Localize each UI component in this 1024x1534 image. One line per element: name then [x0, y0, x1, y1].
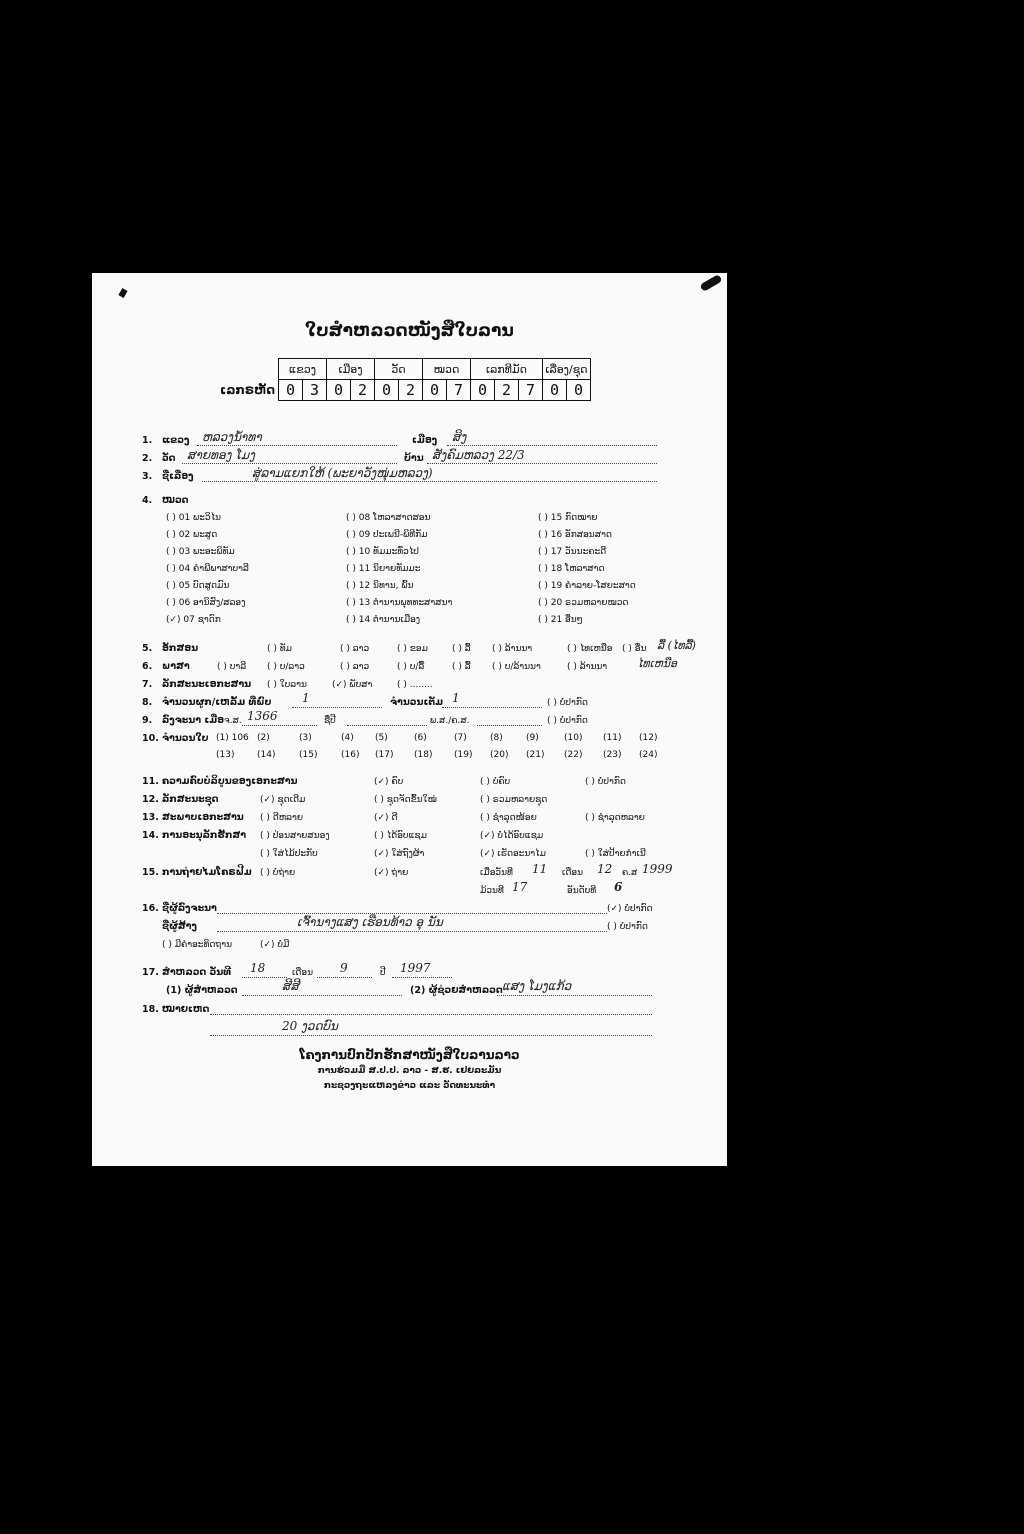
microfilm-option[interactable]: (✓) ຖ່າຍ [374, 868, 409, 878]
microfilm-day: 11 [532, 862, 548, 876]
conservation-label: ການອະນຸລັກຮັກສາ [162, 830, 246, 841]
leaf-count-cell: (19) [454, 750, 473, 760]
leaf-count-cell: (2) [257, 733, 270, 743]
wat-value: ສາຍທອງ ໂມງ [187, 448, 255, 462]
title-label: ຊື່ເລື່ອງ [162, 471, 194, 482]
conservation-option[interactable]: ( ) ປ່ອນສາຍສນອງ [260, 831, 330, 841]
donor-not-shown-option[interactable]: ( ) ບໍ່ປາກົດ [607, 922, 648, 932]
leaf-count-cell: (8) [490, 733, 503, 743]
leaf-count-label: ຈຳນວນໃບ [162, 733, 209, 744]
footer-ministry: ກະຊວງຖະແຫລງຂ່າວ ແລະ ວັດທະນະທຳ [323, 1081, 496, 1091]
year-name-label: ຊື່ປີ [324, 716, 336, 726]
leaf-count-cell: (20) [490, 750, 509, 760]
item-number: 8. [142, 697, 153, 708]
code-digit: 7 [519, 380, 543, 401]
item-number: 17. [142, 967, 159, 978]
assistant-label: (2) ຜູ້ຊ່ວຍສຳຫລວດ [410, 985, 503, 996]
survey-month-label: ເດືອນ [292, 968, 314, 978]
province-label: ແຂວງ [162, 435, 190, 446]
code-digit: 0 [567, 380, 591, 401]
code-digit: 0 [279, 380, 303, 401]
category-option[interactable]: ( ) 19 ຄຳລາຍ-ໂສຍະສາດ [538, 581, 636, 591]
item-number: 11. [142, 776, 159, 787]
item-number: 3. [142, 471, 153, 482]
leaf-count-cell: (1) 106 [216, 733, 249, 743]
code-header: ເລກທີມັດ [471, 359, 543, 380]
item-number: 5. [142, 643, 153, 654]
leaf-count-cell: (15) [299, 750, 318, 760]
dedication-option[interactable]: ( ) ມີຄຳອະທິດຖານ [162, 940, 232, 950]
survey-day: 18 [250, 961, 266, 975]
code-table [278, 358, 591, 401]
surveyor-value: ສີສີ [282, 979, 299, 993]
language-option[interactable]: ( ) ລື້ [452, 662, 471, 672]
code-header: ວັດ [375, 359, 423, 380]
item-number: 1. [142, 435, 153, 446]
language-option[interactable]: ( ) ລາວ [340, 662, 370, 672]
leaf-count-cell: (24) [639, 750, 658, 760]
district-value: ສິງ [452, 430, 467, 444]
leaf-count-cell: (9) [526, 733, 539, 743]
code-digit: 2 [351, 380, 375, 401]
leaf-count-cell: (18) [414, 750, 433, 760]
scribe-label: ຊື່ຜູ້ລົງຈະນາ [162, 903, 217, 914]
doc-type-option[interactable]: ( ) ໃບລານ [267, 680, 307, 690]
microfilm-label: ການຖ່າຍໄມໂຄຣຟີມ [162, 867, 252, 878]
full-count-label: ຈຳນວນເຕັມ [390, 697, 444, 708]
survey-form [92, 273, 727, 1166]
conservation-option[interactable]: ( ) ໃສ່ໄມ້ປະກັບ [260, 849, 318, 859]
be-ce-label: ພ.ສ./ຄ.ສ. [430, 716, 470, 726]
footer-cooperation: ການຮ່ວມມື ສ.ປ.ປ. ລາວ - ສ.ຮ. ເຢຍລະມັນ [317, 1066, 502, 1076]
set-type-option[interactable]: ( ) ຣວມຫລາຍຊຸດ [480, 795, 548, 805]
leaf-count-cell: (3) [299, 733, 312, 743]
category-option[interactable]: (✓) 07 ຊາດົກ [166, 615, 221, 625]
survey-year-label: ປີ [380, 968, 386, 978]
conservation-option[interactable]: ( ) ໃສ່ປ້າຍກຳເນີ [585, 849, 646, 859]
category-label: ໝວດ [162, 495, 189, 506]
category-option[interactable]: ( ) 01 ພະວິໄນ [166, 513, 221, 523]
corner-mark-icon [118, 288, 127, 298]
script-option[interactable]: ( ) ລື້ [452, 644, 471, 654]
code-header: ໝວດ [423, 359, 471, 380]
item-number: 16. [142, 903, 159, 914]
language-option[interactable]: ( ) ບ/ລື້ [397, 662, 425, 672]
script-option[interactable]: ( ) ລ້ານນາ [492, 644, 533, 654]
language-value: ໄທເຫນືອ [637, 657, 677, 670]
set-type-option[interactable]: ( ) ຊຸດຈັດຂຶ້ນໃໝ່ [374, 795, 437, 805]
completeness-option[interactable]: ( ) ບໍ່ຄົບ [480, 777, 511, 787]
completeness-option[interactable]: ( ) ບໍ່ປາກົດ [585, 777, 626, 787]
code-header: ແຂວງ [279, 359, 327, 380]
era-label: ຈ.ສ. [224, 716, 242, 726]
code-digit: 0 [423, 380, 447, 401]
code-digit: 2 [399, 380, 423, 401]
donor-label: ຊື່ຜູ້ສ້າງ [162, 921, 197, 932]
category-option[interactable]: ( ) 03 ພະອະພິທັມ [166, 547, 235, 557]
title-value: ສູ່ລາມແຍກໃຫ້ (ພະຍາວັງໜຸ່ມຫລວງ) [252, 466, 433, 480]
era-year-value: 1366 [247, 709, 278, 723]
code-digit: 0 [471, 380, 495, 401]
assistant-value: ແສງ ໂມງແກ້ວ [502, 979, 572, 993]
microfilm-year-label: ຄ.ສ [622, 868, 638, 878]
item-number: 14. [142, 830, 159, 841]
category-option[interactable]: ( ) 09 ປະເພນີ-ພິທີກັມ [346, 530, 428, 540]
scribe-not-shown-option[interactable]: (✓) ບໍ່ປາກົດ [607, 904, 653, 914]
item-number: 15. [142, 867, 159, 878]
village-label: ບ້ານ [404, 453, 424, 464]
donor-value: ເຈົ້ານາງແສງ ເຮືອນທ້າວ ອຸ ນັນ [297, 915, 443, 929]
bundle-count-label: ຈຳນວນຜູກ/ເຫລັ້ມ ທີ່ພົບ [162, 697, 272, 708]
script-option[interactable]: ( ) ໄທເຫນືອ [567, 644, 613, 654]
microfilm-date-label: ເມື່ອວັນທີ [480, 868, 513, 878]
set-type-label: ລັກສະນະຊຸດ [162, 794, 219, 805]
conservation-option[interactable]: (✓) ບໍ່ໄດ້ອົບແຊມ [480, 831, 544, 841]
corner-mark-icon [699, 274, 722, 292]
item-number: 6. [142, 661, 153, 672]
leaf-count-cell: (17) [375, 750, 394, 760]
conservation-option[interactable]: (✓) ໃສ່ຖົງຜ້າ [374, 849, 425, 859]
not-shown-option[interactable]: ( ) ບໍ່ປາກົດ [547, 716, 588, 726]
item-number: 2. [142, 453, 153, 464]
code-header: ເລື່ອງ/ຊຸດ [543, 359, 591, 380]
code-digit: 0 [375, 380, 399, 401]
category-option[interactable]: ( ) 18 ໂຫລາສາດ [538, 564, 605, 574]
doc-type-option[interactable]: (✓) ພັບສາ [332, 680, 373, 690]
category-option[interactable]: ( ) 17 ວັນນະຄະດີ [538, 547, 607, 557]
doc-type-label: ລັກສະນະເອກະສານ [162, 679, 252, 690]
doc-type-option[interactable]: ( ) ........ [397, 680, 433, 690]
language-option[interactable]: ( ) ບາລີ [217, 662, 247, 672]
leaf-count-cell: (10) [564, 733, 583, 743]
language-option[interactable]: ( ) ບ/ລາວ [267, 662, 305, 672]
category-option[interactable]: ( ) 08 ໂຫລາສາດສອນ [346, 513, 431, 523]
category-option[interactable]: ( ) 04 ຄຳພີພາສາບາລີ [166, 564, 249, 574]
frame-value: 6 [614, 880, 623, 894]
script-option[interactable]: ( ) ທັມ [267, 644, 292, 654]
language-option[interactable]: ( ) ບ/ລ້ານນາ [492, 662, 541, 672]
surveyor-label: (1) ຜູ້ສຳຫລວດ [166, 985, 238, 996]
code-digit: 3 [303, 380, 327, 401]
condition-option[interactable]: ( ) ດີຫລາຍ [260, 813, 304, 823]
survey-year: 1997 [400, 961, 431, 975]
microfilm-month-label: ເດືອນ [562, 868, 584, 878]
category-option[interactable]: ( ) 05 ບົດສູດມົນ [166, 581, 230, 591]
category-option[interactable]: ( ) 06 ອານິສົງ/ສລອງ [166, 598, 246, 608]
leaf-count-cell: (6) [414, 733, 427, 743]
item-number: 18. [142, 1004, 159, 1015]
code-digit: 0 [327, 380, 351, 401]
not-shown-option[interactable]: ( ) ບໍ່ປາກົດ [547, 698, 588, 708]
footer-project: ໂຄງການປົກປັກຮັກສາໜັງສືໃບລານລາວ [299, 1048, 520, 1062]
leaf-count-cell: (16) [341, 750, 360, 760]
code-header: ເມືອງ [327, 359, 375, 380]
script-option[interactable]: ( ) ລາວ [340, 644, 370, 654]
category-option[interactable]: ( ) 15 ກົດໝາຍ [538, 513, 598, 523]
category-option[interactable]: ( ) 11 ນິຍາຍທັມມະ [346, 564, 421, 574]
category-option[interactable]: ( ) 02 ພະສູດ [166, 530, 218, 540]
code-digit: 0 [543, 380, 567, 401]
condition-option[interactable]: ( ) ຊຳລຸດຫລາຍ [585, 813, 645, 823]
category-option[interactable]: ( ) 16 ອັກສອນສາດ [538, 530, 612, 540]
leaf-count-cell: (22) [564, 750, 583, 760]
leaf-count-cell: (12) [639, 733, 658, 743]
set-type-option[interactable]: (✓) ຊຸດເດີມ [260, 795, 306, 805]
leaf-count-cell: (14) [257, 750, 276, 760]
category-option[interactable]: ( ) 13 ຕຳນານພຸທທະສາສນາ [346, 598, 453, 608]
item-number: 7. [142, 679, 153, 690]
leaf-count-cell: (23) [603, 750, 622, 760]
wat-label: ວັດ [162, 453, 176, 464]
item-number: 13. [142, 812, 159, 823]
category-option[interactable]: ( ) 10 ທັມມະທົ່ວໄປ [346, 547, 419, 557]
microfilm-month: 12 [597, 862, 613, 876]
conservation-option[interactable]: (✓) ເຮັດອະນາໄມ [480, 849, 546, 859]
leaf-count-cell: (4) [341, 733, 354, 743]
roll-label: ມ້ວນທີ [480, 886, 504, 896]
condition-option[interactable]: (✓) ດີ [374, 813, 398, 823]
conservation-option[interactable]: ( ) ໄດ້ອົບແຊມ [374, 831, 427, 841]
item-number: 10. [142, 733, 159, 744]
district-label: ເມືອງ [412, 435, 438, 446]
leaf-count-cell: (21) [526, 750, 545, 760]
language-option[interactable]: ( ) ລ້ານນາ [567, 662, 608, 672]
item-number: 12. [142, 794, 159, 805]
script-option[interactable]: ( ) ອື່ນ [622, 644, 647, 654]
full-count-value: 1 [452, 691, 460, 705]
completeness-label: ຄວາມຄົບບໍລິບູນຂອງເອກະສານ [162, 776, 298, 787]
leaf-count-cell: (13) [216, 750, 235, 760]
category-option[interactable]: ( ) 14 ຕຳນານເມືອງ [346, 615, 421, 625]
language-label: ພາສາ [162, 661, 190, 672]
bundle-count-value: 1 [302, 691, 310, 705]
survey-month: 9 [340, 961, 348, 975]
village-value: ສັງຄົມຫລວງ 22/3 [432, 448, 525, 462]
microfilm-option[interactable]: ( ) ບໍ່ຖ່າຍ [260, 868, 296, 878]
code-digit: 7 [447, 380, 471, 401]
form-title: ໃບສຳຫລວດໜັງສືໃບລານ [305, 321, 514, 341]
roll-value: 17 [512, 880, 528, 894]
script-label: ອັກສອນ [162, 643, 199, 654]
item-number: 4. [142, 495, 153, 506]
frame-label: ອັນດັບທີ [567, 886, 597, 896]
script-value: ລື້ (ໄທລື້) [657, 639, 696, 652]
script-option[interactable]: ( ) ຂອມ [397, 644, 428, 654]
leaf-count-cell: (7) [454, 733, 467, 743]
leaf-count-cell: (5) [375, 733, 388, 743]
code-digit: 2 [495, 380, 519, 401]
inscribed-label: ລົງຈະນາ ເມື່ອ [162, 715, 225, 726]
completeness-option[interactable]: (✓) ຄົບ [374, 777, 404, 787]
code-label: ເລກຣຫັດ [220, 383, 275, 397]
condition-option[interactable]: ( ) ຊຳລຸດໜ້ອຍ [480, 813, 537, 823]
condition-label: ສະພາບເອກະສານ [162, 812, 244, 823]
province-value: ຫລວງນ້ຳທາ [202, 430, 262, 444]
remarks-label: ໝາຍເຫດ [162, 1004, 210, 1015]
category-option[interactable]: ( ) 12 ນິທານ, ພົ້ນ [346, 581, 414, 591]
category-option[interactable]: ( ) 20 ຣວມຫລາຍໝວດ [538, 598, 629, 608]
category-option[interactable]: ( ) 21 ອື່ນໆ [538, 615, 583, 625]
item-number: 9. [142, 715, 153, 726]
remarks-value: 20 ງວດບົນ [282, 1019, 338, 1033]
survey-date-label: ສຳຫລວດ ວັນທີ [162, 967, 232, 978]
dedication-option[interactable]: (✓) ບໍ່ມີ [260, 940, 290, 950]
leaf-count-cell: (11) [603, 733, 622, 743]
microfilm-year: 1999 [642, 862, 673, 876]
